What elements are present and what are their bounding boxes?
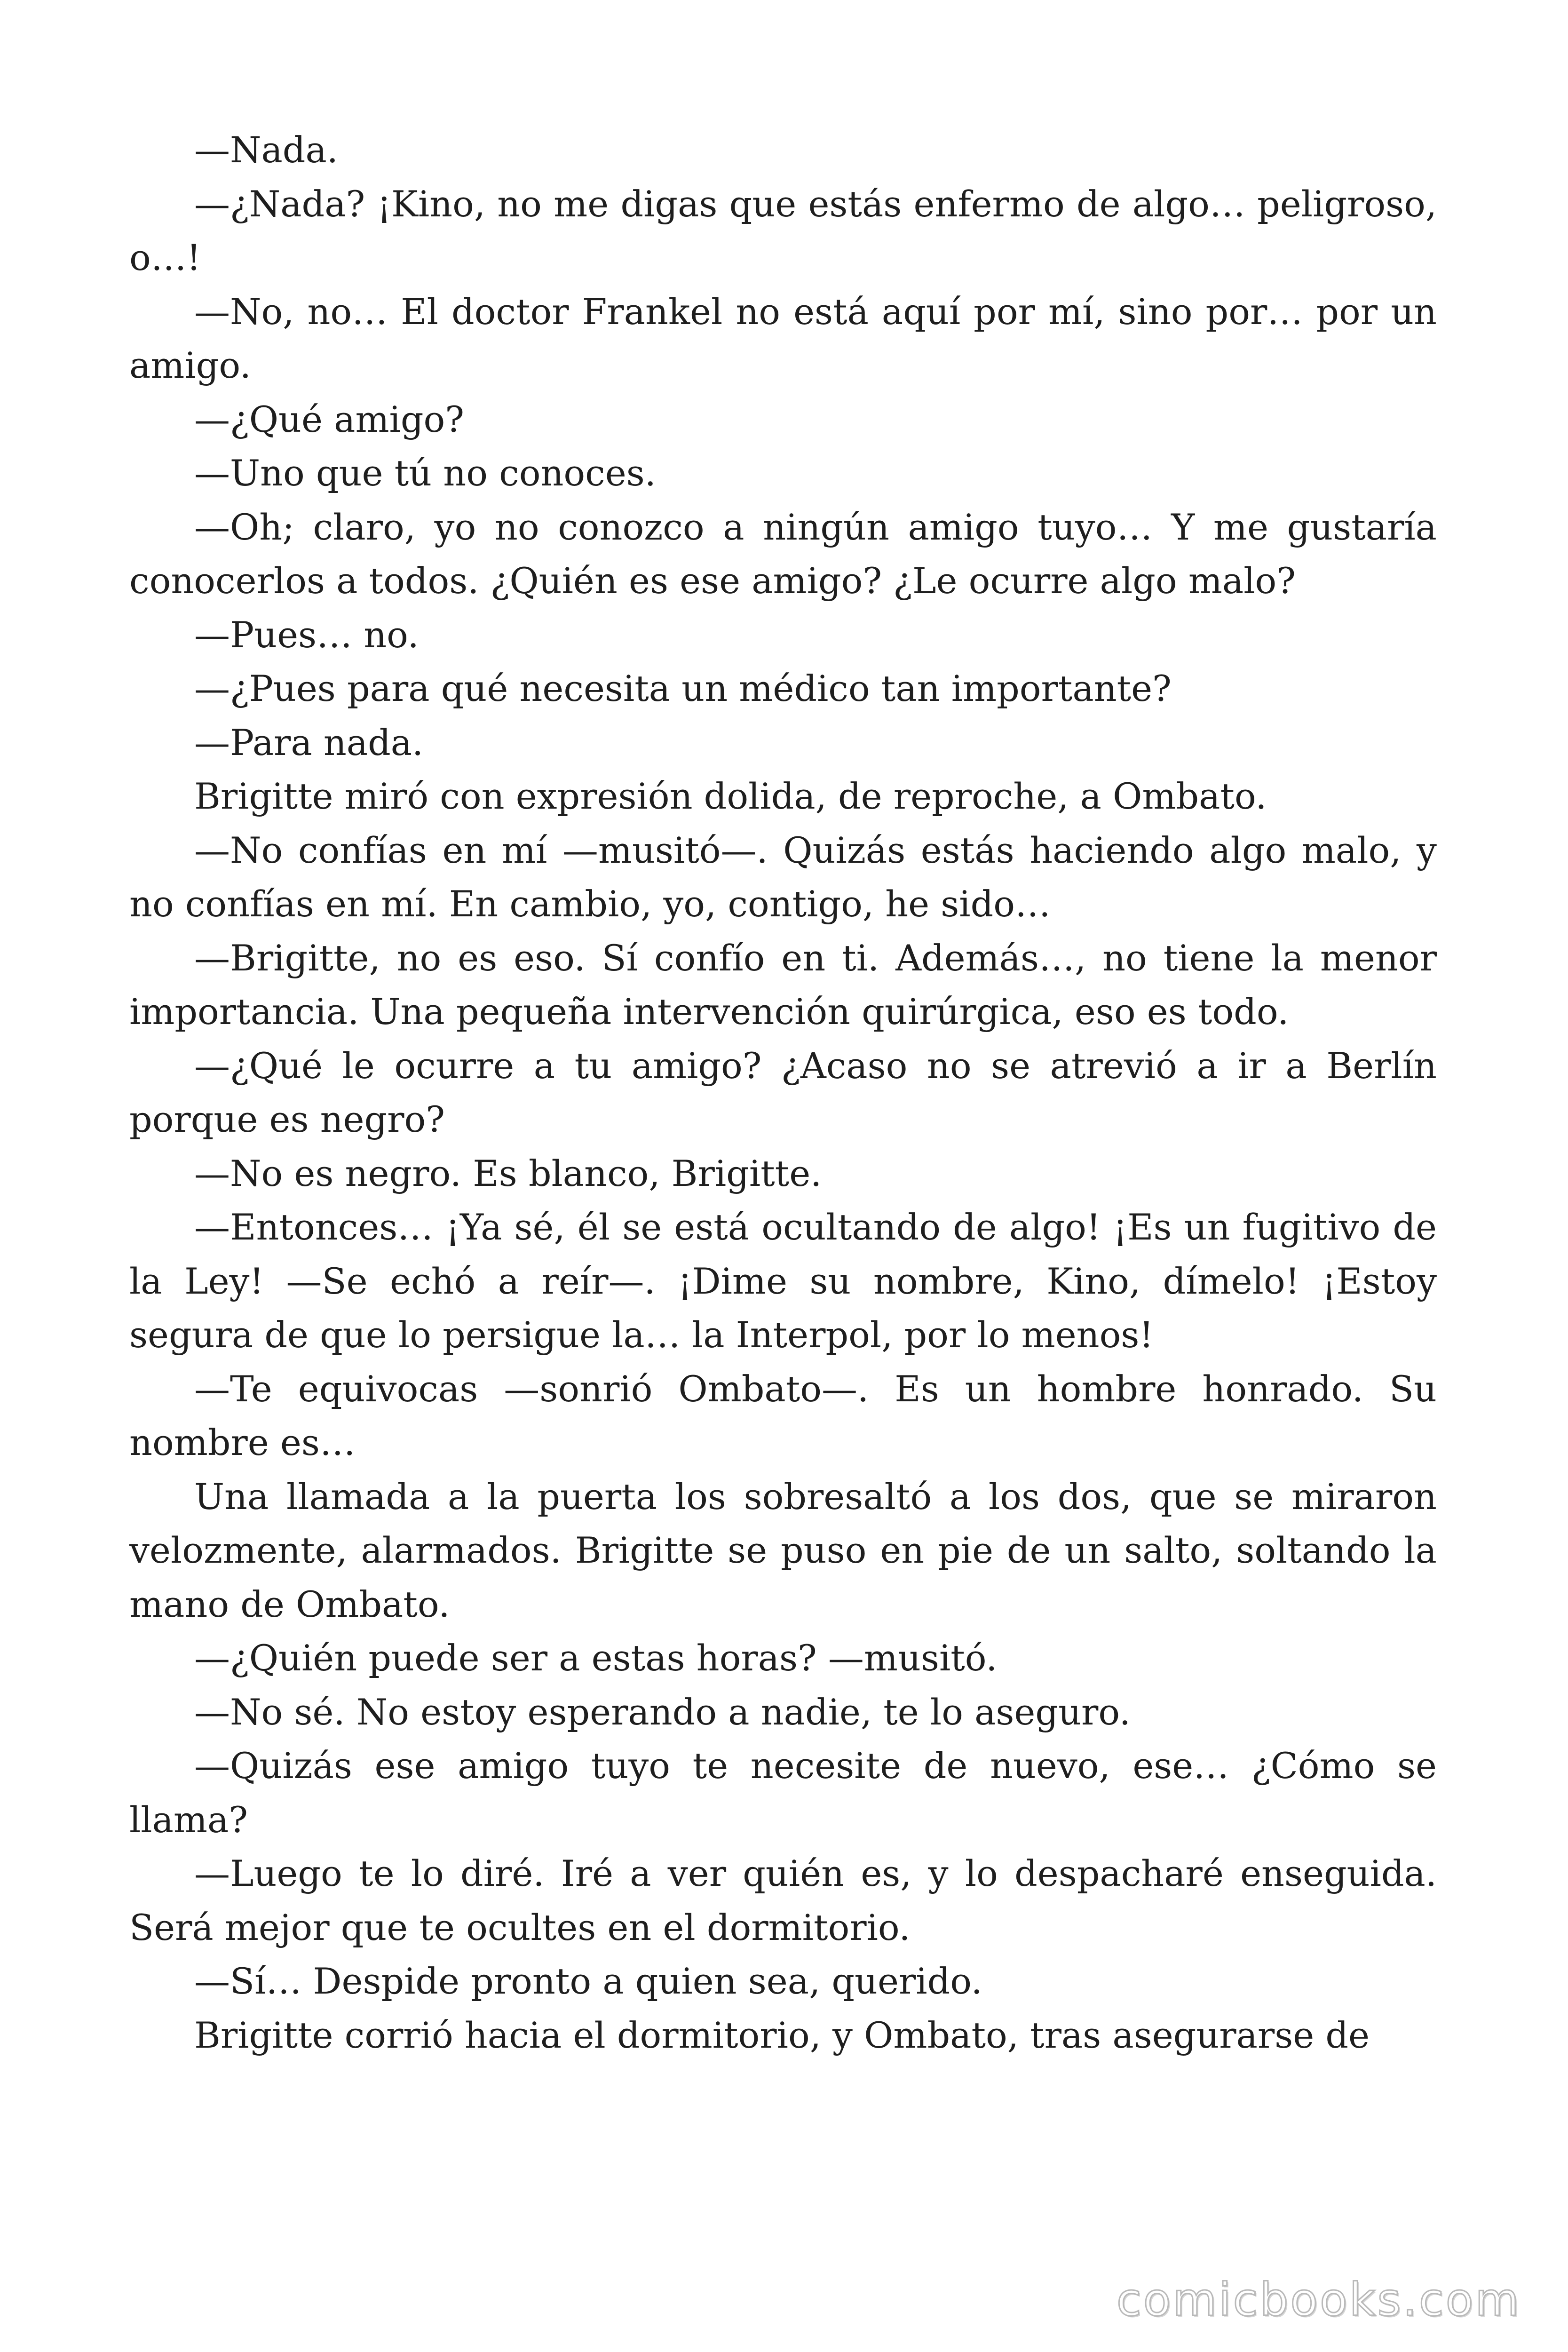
paragraph-3: —No, no… El doctor Frankel no está aquí por mí, sino por… por un amigo.	[129, 290, 1437, 386]
paragraph-23: Brigitte corrió hacia el dormitorio, y Ombato, tras asegurarse de	[194, 2014, 1370, 2056]
paragraph-7: —Pues… no.	[194, 613, 419, 656]
paragraph-6: —Oh; claro, yo no conozco a ningún amigo tuyo… Y me gustaría conocerlos a todos. ¿Quién es ese amigo? ¿Le ocurre algo malo?	[129, 506, 1437, 602]
paragraph-11: —No confías en mí —musitó—. Quizás estás haciendo algo malo, y no confías en mí. En cambio, yo, contigo, he sido…	[129, 829, 1437, 925]
paragraph-19: —No sé. No estoy esperando a nadie, te lo aseguro.	[194, 1691, 1131, 1733]
paragraph-8: —¿Pues para qué necesita un médico tan importante?	[194, 667, 1172, 709]
paragraph-4: —¿Qué amigo?	[194, 398, 464, 440]
paragraph-10: Brigitte miró con expresión dolida, de reproche, a Ombato.	[194, 775, 1267, 817]
paragraph-21: —Luego te lo diré. Iré a ver quién es, y lo despacharé enseguida. Será mejor que te ocultes en el dormitorio.	[129, 1852, 1437, 1948]
paragraph-20: —Quizás ese amigo tuyo te necesite de nuevo, ese… ¿Cómo se llama?	[129, 1745, 1437, 1841]
paragraph-15: —Entonces… ¡Ya sé, él se está ocultando de algo! ¡Es un fugitivo de la Ley! —Se echó a reír—. ¡Dime su nombre, Kino, dímelo! ¡Estoy segura de que lo persigue la… la Interpol, por lo menos!	[129, 1206, 1437, 1356]
paragraph-22: —Sí… Despide pronto a quien sea, querido.	[194, 1960, 982, 2002]
paragraph-14: —No es negro. Es blanco, Brigitte.	[194, 1152, 822, 1194]
paragraph-1: —Nada.	[194, 129, 338, 171]
paragraph-9: —Para nada.	[194, 721, 424, 763]
paragraph-5: —Uno que tú no conoces.	[194, 452, 656, 494]
paragraph-12: —Brigitte, no es eso. Sí confío en ti. Además…, no tiene la menor importancia. Una pequeña intervención quirúrgica, eso es todo.	[129, 937, 1437, 1033]
paragraph-2: —¿Nada? ¡Kino, no me digas que estás enfermo de algo… peligroso, o…!	[129, 183, 1437, 278]
page-body-text	[129, 123, 1437, 2062]
paragraph-18: —¿Quién puede ser a estas horas? —musitó.	[194, 1637, 998, 1679]
paragraph-13: —¿Qué le ocurre a tu amigo? ¿Acaso no se atrevió a ir a Berlín porque es negro?	[129, 1044, 1437, 1140]
site-watermark: comicbooks.com	[1116, 2273, 1521, 2326]
paragraph-16: —Te equivocas —sonrió Ombato—. Es un hombre honrado. Su nombre es…	[129, 1367, 1437, 1463]
paragraph-17: Una llamada a la puerta los sobresaltó a los dos, que se miraron velozmente, alarmados. Brigitte se puso en pie de un salto, soltando la mano de Ombato.	[129, 1475, 1437, 1625]
